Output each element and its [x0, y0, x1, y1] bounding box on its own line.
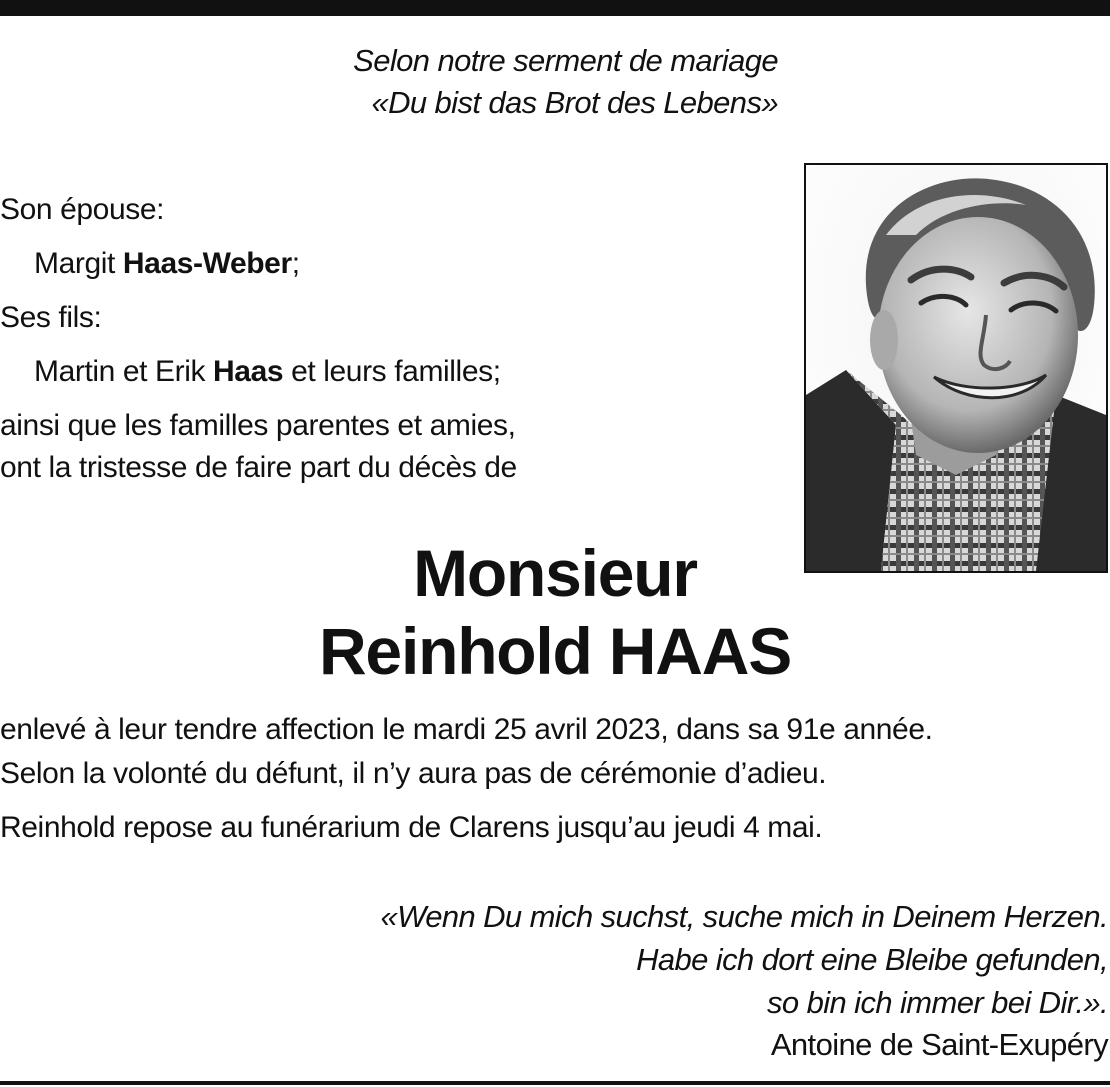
details-line-3: Reinhold repose au funérarium de Clarens jusqu’au jeudi 4 mai. [0, 811, 823, 844]
top-rule [0, 0, 1110, 16]
sons-rest: et leurs familles; [283, 355, 501, 388]
portrait-photo [804, 163, 1108, 573]
relatives-line-2: ont la tristesse de faire part du décès de [0, 451, 517, 484]
epigraph-line-2: «Du bist das Brot des Lebens» [371, 85, 778, 120]
portrait-illustration [806, 165, 1106, 571]
quote-line-2: Habe ich dort eine Bleibe gefunden, [636, 942, 1108, 977]
spouse-punct: ; [291, 247, 300, 280]
sons-last-name: Haas [213, 355, 284, 388]
details-line-2: Selon la volonté du défunt, il n’y aura pas de cérémonie d’adieu. [0, 757, 827, 790]
sons-first-names: Martin et Erik [34, 355, 214, 388]
relatives-line-1: ainsi que les familles parentes et amies, [0, 409, 516, 442]
epigraph-line-1: Selon notre serment de mariage [353, 43, 778, 78]
sons-line [34, 352, 501, 392]
details-line-1: enlevé à leur tendre affection le mardi 25 avril 2023, dans sa 91e année. [0, 713, 933, 746]
bottom-rule [0, 1081, 1110, 1085]
deceased-title: Monsieur [413, 536, 697, 610]
quote-line-3: so bin ich immer bei Dir.». [767, 985, 1108, 1020]
spouse-last-name: Haas-Weber [122, 247, 292, 280]
quote-author: Antoine de Saint-Exupéry [770, 1027, 1108, 1062]
spouse-first-name: Margit [34, 247, 123, 280]
deceased-name: Reinhold HAAS [318, 614, 792, 688]
closing-quote [380, 895, 1108, 1024]
spouse-heading: Son épouse: [0, 193, 165, 226]
sons-heading: Ses fils: [0, 301, 102, 334]
spouse-line [34, 244, 300, 284]
epigraph [300, 40, 778, 124]
quote-line-1: «Wenn Du mich suchst, suche mich in Deinem Herzen. [380, 899, 1108, 934]
